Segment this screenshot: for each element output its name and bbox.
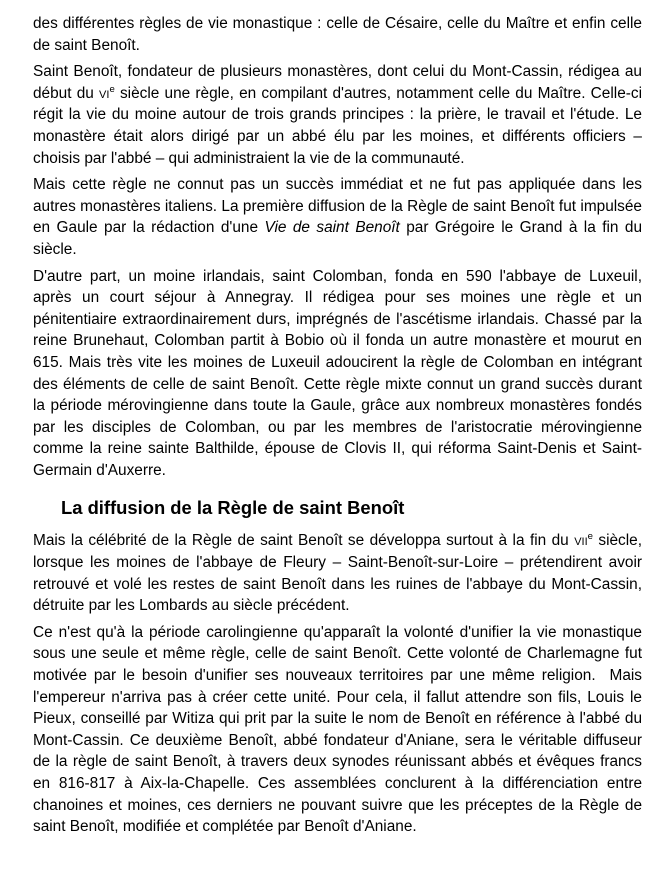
paragraph-text: par Grégoire le Grand à la fin du siècle.	[33, 219, 643, 258]
paragraph-saint-benoit-rule	[33, 61, 642, 169]
paragraph-text: Mais la célébrité de la Règle de saint Benoît se développa surtout à la fin du	[33, 532, 575, 550]
paragraph-text: Saint Benoît, fondateur de plusieurs monastères, dont celui du Mont-Cassin, rédigea au début du	[33, 63, 642, 102]
section-heading: La diffusion de la Règle de saint Benoît	[61, 497, 405, 519]
paragraph-intro-continuation	[33, 13, 642, 56]
paragraph-text: siècle, lorsque les moines de l'abbaye de Fleury – Saint-Benoît-sur-Loire – prétendirent avoir retrouvé et volé les restes de saint Benoît dans les ruines de l'abbaye du Mont-Cassin, détruite par les Lombards au siècle précédent.	[33, 532, 643, 615]
paragraph-text: des différentes règles de vie monastique : celle de Césaire, celle du Maître et enfin celle de saint Benoît.	[33, 15, 642, 54]
roman-numeral-small-caps: vii	[574, 532, 588, 550]
book-title-italic: Vie de saint Benoît	[264, 219, 400, 237]
paragraph-colomban	[33, 266, 642, 482]
paragraph-fleury-relics	[33, 530, 642, 616]
ordinal-superscript: e	[109, 83, 115, 95]
paragraph-text: D'autre part, un moine irlandais, saint Colomban, fonda en 590 l'abbaye de Luxeuil, après un court séjour à Annegray. Il rédigea pour ses moines une règle et un pénitentiaire extraordinairement durs, imprégnés de l'ascétisme irlandais. Chassé par la reine Brunehaut, Colomban partit à Bobio où il fonda un autre monastère et mourut en 615. Mais très vite les moines de Luxeuil adoucirent la règle de Colomban en intégrant des éléments de celle de saint Benoît. Cette règle mixte connut un grand succès durant la période mérovingienne dans toute la Gaule, grâce aux nombreux monastères fondés par les disciples de Colomban, ou par les membres de l'aristocratie mérovingienne comme la reine sainte Balthilde, épouse de Clovis II, qui réforma Saint-Denis et Saint-Germain d'Auxerre.	[33, 267, 642, 479]
roman-numeral-small-caps: vi	[99, 84, 110, 102]
paragraph-text: siècle une règle, en compilant d'autres, notamment celle du Maître. Celle-ci régit la vie du moine autour de trois grands principes : la prière, le travail et l'étude. Le monastère était alors dirigé par un abbé élu par les moines, et différents officiers – choisis par l'abbé – qui administraient la vie de la communauté.	[33, 84, 642, 167]
paragraph-text: Ce n'est qu'à la période carolingienne qu'apparaît la volonté d'unifier la vie monastique sous une seule et même règle, celle de saint Benoît. Cette volonté de Charlemagne fut motivée par le besoin d'unifier ses nouveaux territoires par une même religion. Mais l'empereur n'arriva pas à créer cette unité. Pour cela, il fallut attendre son fils, Louis le Pieux, conseillé par Witiza qui prit par la suite le nom de Benoît en référence à l'abbé du Mont-Cassin. Ce deuxième Benoît, abbé fondateur d'Aniane, sera le véritable diffuseur de la règle de saint Benoît, à travers deux synodes réunissant abbés et évêques francs en 816-817 à Aix-la-Chapelle. Ces assemblées conclurent à la différenciation entre chanoines et moines, ces derniers ne pouvant suivre que les préceptes de la Règle de saint Benoît, modifiée et complétée par Benoît d'Aniane.	[33, 623, 642, 836]
paragraph-carolingian-unification	[33, 622, 642, 838]
paragraph-text: Mais cette règle ne connut pas un succès immédiat et ne fut pas appliquée dans les autres monastères italiens. La première diffusion de la Règle de saint Benoît fut impulsée en Gaule par la rédaction d'une	[33, 176, 642, 237]
paragraph-first-diffusion	[33, 174, 642, 260]
ordinal-superscript: e	[587, 531, 593, 543]
